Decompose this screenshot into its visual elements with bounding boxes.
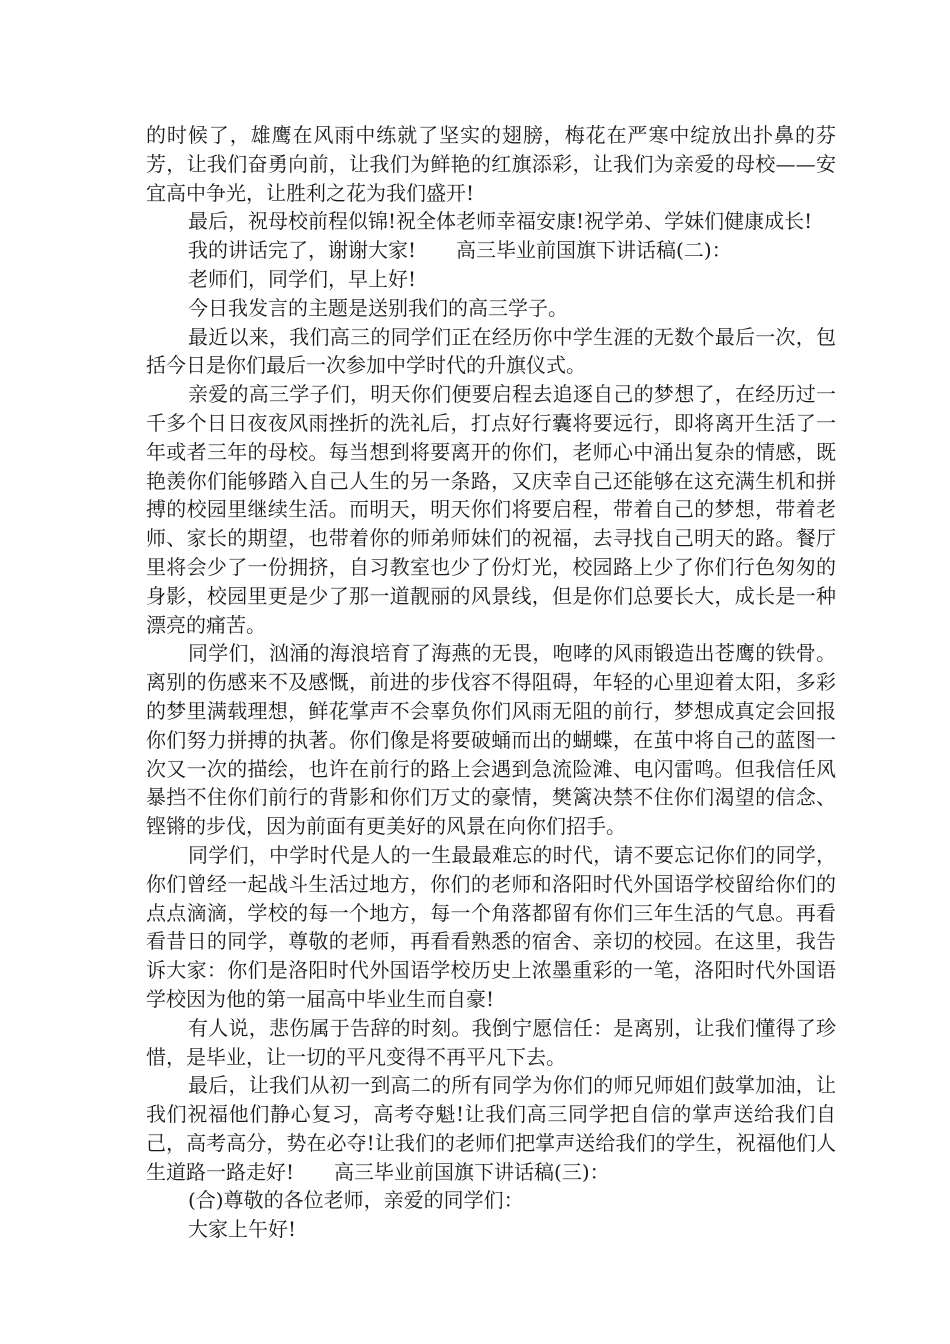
paragraph-11: 最后，让我们从初一到高二的所有同学为你们的师兄师姐们鼓掌加油，让我们祝福他们静心复习，高考夺魁!让我们高三同学把自信的掌声送给我们自己，高考高分，势在必夺!让我们的老师们把掌声送给我们的学生，祝福他们人生道路一路走好! 高三毕业前国旗下讲话稿(三)： — [146, 1073, 836, 1184]
paragraph-8: 同学们，汹涌的海浪培育了海燕的无畏，咆哮的风雨锻造出苍鹰的铁骨。离别的伤感来不及感慨，前进的步伐容不得阻碍，年轻的心里迎着太阳，多彩的梦里满载理想，鲜花掌声不会辜负你们风雨无阻的前行，梦想成真定会回报你们努力拼搏的执著。你们像是将要破蛹而出的蝴蝶，在茧中将自己的蓝图一次又一次的描绘，也许在前行的路上会遇到急流险滩、电闪雷鸣。但我信任风暴挡不住你们前行的背影和你们万丈的豪情，樊篱决禁不住你们渴望的信念、铿锵的步伐，因为前面有更美好的风景在向你们招手。 — [146, 641, 836, 839]
paragraph-10: 有人说，悲伤属于告辞的时刻。我倒宁愿信任：是离别，让我们懂得了珍惜，是毕业，让一切的平凡变得不再平凡下去。 — [146, 1015, 836, 1069]
paragraph-13: 大家上午好! — [188, 1217, 297, 1242]
paragraph-6: 最近以来，我们高三的同学们正在经历你中学生涯的无数个最后一次，包括今日是你们最后一次参加中学时代的升旗仪式。 — [146, 324, 836, 378]
paragraph-1: 的时候了，雄鹰在风雨中练就了坚实的翅膀，梅花在严寒中绽放出扑鼻的芬芳，让我们奋勇向前，让我们为鲜艳的红旗添彩，让我们为亲爱的母校——安宜高中争光，让胜利之花为我们盛开! — [146, 123, 836, 205]
paragraph-4: 老师们，同学们，早上好! — [188, 266, 417, 291]
paragraph-3: 我的讲话完了，谢谢大家! 高三毕业前国旗下讲话稿(二)： — [188, 238, 732, 263]
paragraph-5: 今日我发言的主题是送别我们的高三学子。 — [188, 295, 568, 320]
paragraph-12: (合)尊敬的各位老师，亲爱的同学们： — [188, 1188, 524, 1213]
paragraph-2: 最后，祝母校前程似锦!祝全体老师幸福安康!祝学弟、学妹们健康成长! — [188, 209, 813, 234]
paragraph-9: 同学们，中学时代是人的一生最最难忘的时代，请不要忘记你们的同学，你们曾经一起战斗生活过地方，你们的老师和洛阳时代外国语学校留给你们的点点滴滴，学校的每一个地方，每一个角落都留有你们三年生活的气息。再看看昔日的同学，尊敬的老师，再看看熟悉的宿舍、亲切的校园。在这里，我告诉大家：你们是洛阳时代外国语学校历史上浓墨重彩的一笔，洛阳时代外国语学校因为他的第一届高中毕业生而自豪! — [146, 842, 836, 1011]
document-page — [146, 121, 836, 1244]
paragraph-7: 亲爱的高三学子们，明天你们便要启程去追逐自己的梦想了，在经历过一千多个日日夜夜风雨挫折的洗礼后，打点好行囊将要远行，即将离开生活了一年或者三年的母校。每当想到将要离开的你们，老师心中涌出复杂的情感，既艳羡你们能够踏入自己人生的另一条路，又庆幸自己还能够在这充满生机和拼搏的校园里继续生活。而明天，明天你们将要启程，带着自己的梦想，带着老师、家长的期望，也带着你的师弟师妹们的祝福，去寻找自己明天的路。餐厅里将会少了一份拥挤，自习教室也少了份灯光，校园路上少了你们行色匆匆的身影，校园里更是少了那一道靓丽的风景线，但是你们总要长大，成长是一种漂亮的痛苦。 — [146, 382, 836, 637]
